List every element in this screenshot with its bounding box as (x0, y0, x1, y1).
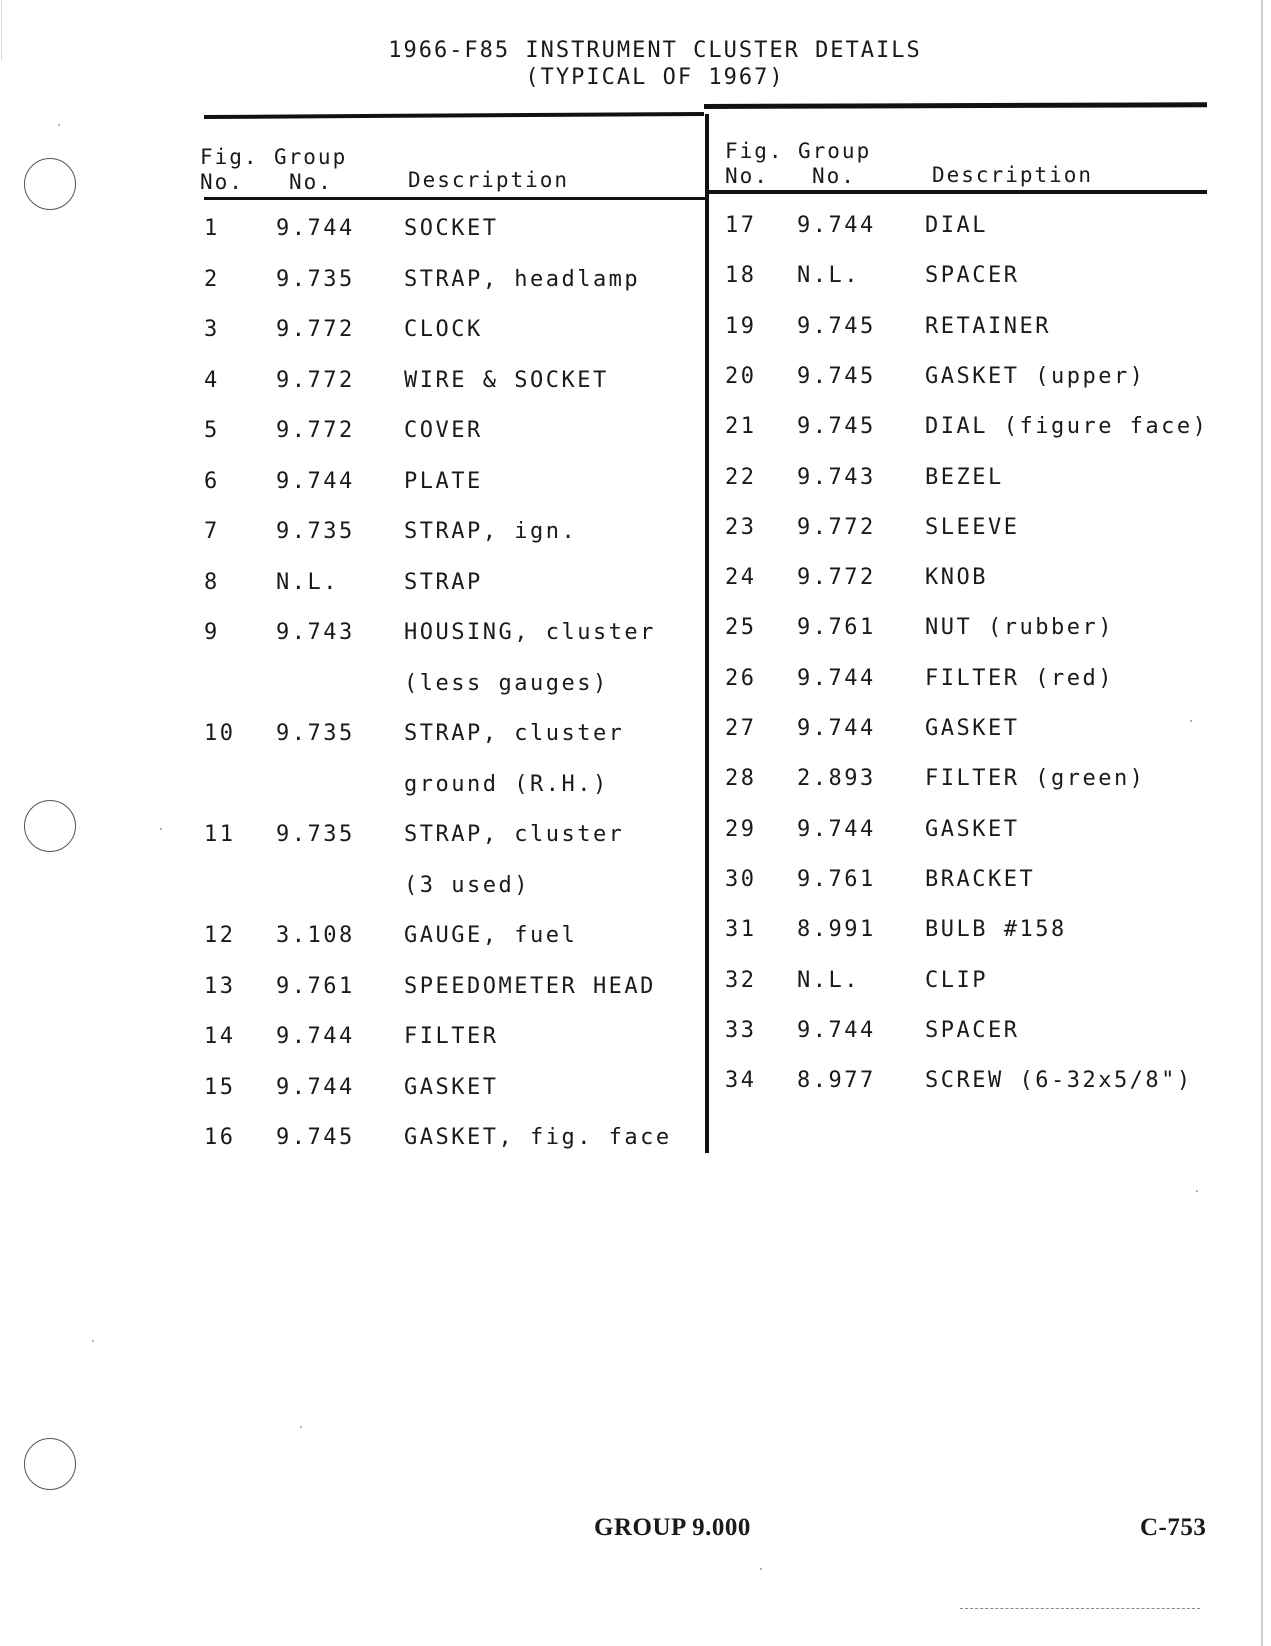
table-row (204, 1123, 704, 1153)
fig-number: 33 (725, 1017, 757, 1043)
table-row (204, 770, 704, 800)
footer-group: GROUP 9.000 (594, 1514, 751, 1541)
part-description: SPACER (925, 263, 1020, 289)
group-number: 3.108 (276, 923, 355, 948)
group-number: 9.745 (797, 313, 876, 339)
scan-speck (760, 1568, 762, 1570)
group-number: 9.745 (797, 414, 876, 440)
table-row (204, 315, 704, 345)
part-description: CLIP (925, 967, 988, 993)
part-description: STRAP, cluster (404, 721, 625, 746)
part-description: BEZEL (925, 464, 1004, 490)
table-row (725, 764, 1225, 794)
table-row (204, 1022, 704, 1052)
part-description: GASKET, fig. face (404, 1125, 672, 1150)
part-description: (3 used) (404, 872, 530, 898)
part-description: STRAP, ign. (404, 519, 578, 544)
part-description: HOUSING, cluster (404, 620, 656, 645)
part-description: SPEEDOMETER HEAD (404, 973, 656, 999)
group-number: 9.744 (797, 1017, 876, 1043)
scan-speck (92, 1340, 94, 1342)
fig-number: 34 (725, 1068, 757, 1094)
table-row (725, 714, 1225, 744)
header-group: Group (274, 145, 348, 169)
group-number: 8.991 (797, 917, 876, 943)
fig-number: 17 (725, 213, 757, 238)
fig-number: 10 (204, 721, 236, 746)
fig-number: 22 (725, 464, 757, 490)
table-row (204, 921, 704, 951)
table-row (725, 966, 1225, 996)
group-number: N.L. (797, 263, 860, 289)
group-number: N.L. (797, 967, 860, 993)
table-row (725, 563, 1225, 593)
part-description: GASKET (upper) (925, 363, 1146, 389)
group-number: 9.745 (797, 363, 876, 389)
header-group-no: No. (289, 170, 333, 194)
table-top-rule-right (704, 102, 1207, 109)
group-number: 9.735 (276, 721, 355, 746)
page-number: C-753 (1140, 1514, 1207, 1541)
part-description: COVER (404, 418, 483, 443)
group-number: 9.744 (276, 216, 355, 241)
group-number: 9.744 (797, 665, 876, 691)
fig-number: 27 (725, 716, 757, 741)
part-description: NUT (rubber) (925, 615, 1114, 641)
group-number: 9.761 (797, 866, 876, 892)
group-number: 9.735 (276, 519, 355, 544)
header-group: Group (798, 139, 872, 163)
fig-number: 1 (204, 216, 220, 241)
scan-speck (1190, 720, 1192, 722)
part-description: DIAL (925, 213, 988, 238)
fig-number: 7 (204, 519, 220, 544)
group-number: 9.743 (276, 620, 355, 645)
fig-number: 25 (725, 615, 757, 641)
binder-hole-bottom (24, 1438, 76, 1490)
part-description: BRACKET (925, 866, 1036, 892)
table-row (725, 412, 1225, 442)
table-row (204, 1073, 704, 1103)
part-description: SOCKET (404, 216, 499, 241)
group-number: 2.893 (797, 766, 876, 792)
group-number: N.L. (276, 569, 339, 595)
table-row (204, 265, 704, 295)
table-row (204, 467, 704, 497)
scan-speck (58, 124, 60, 126)
table-row (725, 312, 1225, 342)
scan-speck (300, 1426, 302, 1428)
fig-number: 16 (204, 1125, 236, 1150)
group-number: 9.772 (276, 317, 355, 342)
scan-speck (160, 828, 162, 830)
group-number: 9.735 (276, 266, 355, 292)
part-description: GAUGE, fuel (404, 923, 578, 948)
table-row (204, 366, 704, 396)
group-number: 9.744 (797, 716, 876, 741)
group-number: 9.761 (276, 973, 355, 999)
table-row (204, 517, 704, 547)
table-row (204, 568, 704, 598)
table-row (725, 261, 1225, 291)
header-fig-no: No. (200, 170, 244, 194)
part-description: SLEEVE (925, 514, 1020, 540)
fig-number: 11 (204, 822, 236, 847)
fig-number: 20 (725, 363, 757, 389)
group-number: 9.744 (276, 1074, 355, 1100)
fig-number: 2 (204, 266, 220, 292)
fig-number: 21 (725, 414, 757, 440)
header-rule-left (204, 197, 707, 200)
part-description: STRAP, headlamp (404, 266, 641, 292)
table-row (204, 214, 704, 244)
table-row (725, 664, 1225, 694)
fig-number: 12 (204, 923, 236, 948)
fig-number: 3 (204, 317, 220, 342)
fig-number: 26 (725, 665, 757, 691)
group-number: 9.772 (797, 565, 876, 591)
group-number: 9.772 (276, 418, 355, 443)
header-fig: Fig. (725, 139, 784, 163)
group-number: 9.744 (797, 213, 876, 238)
header-description: Description (408, 168, 570, 192)
fig-number: 13 (204, 973, 236, 999)
fig-number: 29 (725, 816, 757, 842)
part-description: STRAP (404, 569, 483, 595)
part-description: (less gauges) (404, 670, 609, 696)
header-fig-no: No. (725, 164, 769, 188)
group-number: 9.772 (276, 367, 355, 393)
table-row (725, 211, 1225, 241)
part-description: FILTER (404, 1024, 499, 1049)
table-row (725, 915, 1225, 945)
fig-number: 28 (725, 766, 757, 792)
group-number: 9.744 (276, 468, 355, 494)
fig-number: 30 (725, 866, 757, 892)
table-row (204, 719, 704, 749)
table-row (725, 513, 1225, 543)
scan-edge-left (1, 0, 2, 60)
part-description: PLATE (404, 468, 483, 494)
part-description: GASKET (925, 816, 1020, 842)
fig-number: 5 (204, 418, 220, 443)
table-row (725, 613, 1225, 643)
part-description: KNOB (925, 565, 988, 591)
table-row (204, 618, 704, 648)
table-row (725, 1066, 1225, 1096)
part-description: GASKET (404, 1074, 499, 1100)
fig-number: 9 (204, 620, 220, 645)
fig-number: 15 (204, 1074, 236, 1100)
part-description: BULB #158 (925, 917, 1067, 943)
fig-number: 8 (204, 569, 220, 595)
table-row (204, 669, 704, 699)
group-number: 9.735 (276, 822, 355, 847)
fig-number: 14 (204, 1024, 236, 1049)
fig-number: 23 (725, 514, 757, 540)
group-number: 9.744 (797, 816, 876, 842)
table-row (204, 820, 704, 850)
part-description: FILTER (red) (925, 665, 1114, 691)
group-number: 9.745 (276, 1125, 355, 1150)
group-number: 9.744 (276, 1024, 355, 1049)
table-row (204, 972, 704, 1002)
table-row (725, 463, 1225, 493)
header-rule-right (709, 190, 1207, 194)
table-top-rule-left (204, 112, 704, 119)
part-description: GASKET (925, 716, 1020, 741)
group-number: 9.761 (797, 615, 876, 641)
part-description: WIRE & SOCKET (404, 367, 609, 393)
table-row (204, 871, 704, 901)
table-row (725, 815, 1225, 845)
fig-number: 32 (725, 967, 757, 993)
page-title: 1966-F85 INSTRUMENT CLUSTER DETAILS (388, 38, 922, 63)
group-number: 9.772 (797, 514, 876, 540)
fig-number: 6 (204, 468, 220, 494)
binder-hole-middle (24, 800, 76, 852)
table-row (725, 1016, 1225, 1046)
table-row (725, 865, 1225, 895)
binder-hole-top (24, 158, 76, 210)
table-row (725, 362, 1225, 392)
group-number: 9.743 (797, 464, 876, 490)
part-description: STRAP, cluster (404, 822, 625, 847)
part-description: CLOCK (404, 317, 483, 342)
part-description: RETAINER (925, 313, 1051, 339)
fig-number: 24 (725, 565, 757, 591)
fig-number: 18 (725, 263, 757, 289)
part-description: FILTER (green) (925, 766, 1146, 792)
page-subtitle: (TYPICAL OF 1967) (525, 65, 785, 90)
part-description: SCREW (6-32x5/8") (925, 1068, 1193, 1094)
scan-artifact-line (960, 1608, 1200, 1609)
header-group-no: No. (812, 164, 856, 188)
header-fig: Fig. (200, 145, 259, 169)
part-description: ground (R.H.) (404, 771, 609, 797)
scan-speck (1196, 1190, 1198, 1192)
group-number: 8.977 (797, 1068, 876, 1094)
header-description: Description (932, 163, 1094, 187)
part-description: DIAL (figure face) (925, 414, 1209, 440)
fig-number: 31 (725, 917, 757, 943)
scan-edge-right (1261, 0, 1263, 1646)
table-row (204, 416, 704, 446)
fig-number: 4 (204, 367, 220, 393)
part-description: SPACER (925, 1017, 1020, 1043)
fig-number: 19 (725, 313, 757, 339)
